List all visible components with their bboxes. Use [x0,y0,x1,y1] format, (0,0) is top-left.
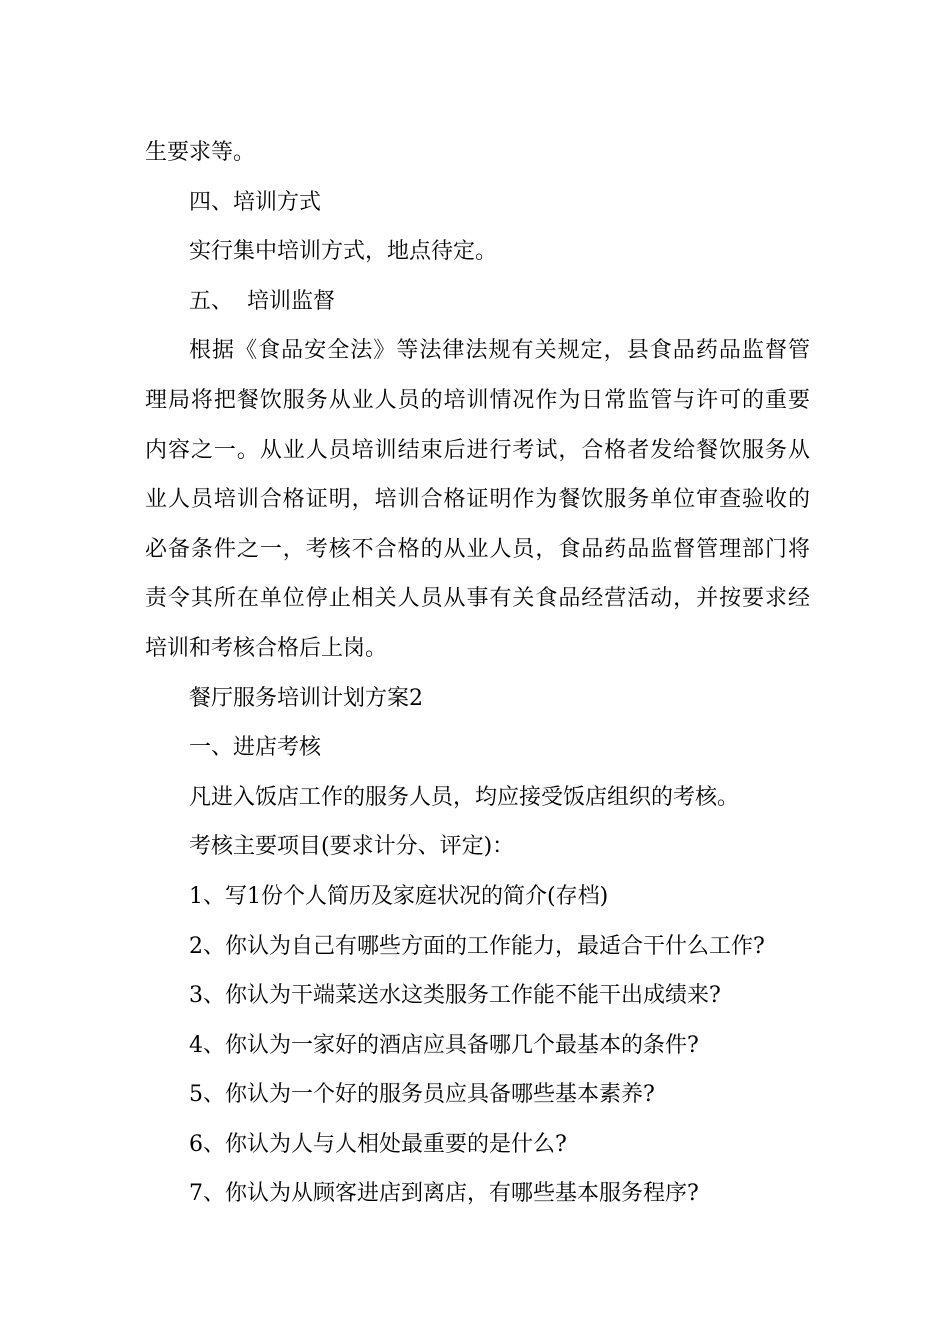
list-item: 4、你认为一家好的酒店应具备哪几个最基本的条件? [189,1032,699,1058]
text-line: 必备条件之一，考核不合格的从业人员，食品药品监督管理部门将 [145,536,810,562]
text-line: 考核主要项目(要求计分、评定)： [189,834,515,860]
list-item: 3、你认为干端菜送水这类服务工作能不能干出成绩来? [189,983,721,1009]
section-heading-training-method: 四、培训方式 [189,189,322,215]
section-heading-entry-assessment: 一、进店考核 [189,735,322,761]
document-body [145,128,810,1219]
text-line: 培训和考核合格后上岗。 [145,635,388,661]
list-item: 1、写1份个人简历及家庭状况的简介(存档) [189,883,609,909]
text-line: 内容之一。从业人员培训结束后进行考试，合格者发给餐饮服务从 [145,437,810,463]
list-item: 5、你认为一个好的服务员应具备哪些基本素养? [189,1082,655,1108]
text-line: 责令其所在单位停止相关人员从事有关食品经营活动，并按要求经 [145,586,810,612]
plan-title: 餐厅服务培训计划方案2 [189,685,423,711]
text-line: 实行集中培训方式，地点待定。 [189,239,498,265]
text-line: 生要求等。 [145,140,256,165]
list-item: 6、你认为人与人相处最重要的是什么? [189,1131,567,1157]
text-line: 理局将把餐饮服务从业人员的培训情况作为日常监管与许可的重要 [145,387,810,413]
text-line: 凡进入饭店工作的服务人员，均应接受饭店组织的考核。 [189,784,740,810]
list-item: 2、你认为自己有哪些方面的工作能力，最适合干什么工作? [189,933,765,959]
list-item: 7、你认为从顾客进店到离店，有哪些基本服务程序? [189,1181,699,1207]
text-line: 业人员培训合格证明，培训合格证明作为餐饮服务单位审查验收的 [145,487,810,513]
section-heading-training-supervision: 五、 培训监督 [189,288,335,314]
text-line: 根据《食品安全法》等法律法规有关规定，县食品药品监督管 [189,338,810,364]
